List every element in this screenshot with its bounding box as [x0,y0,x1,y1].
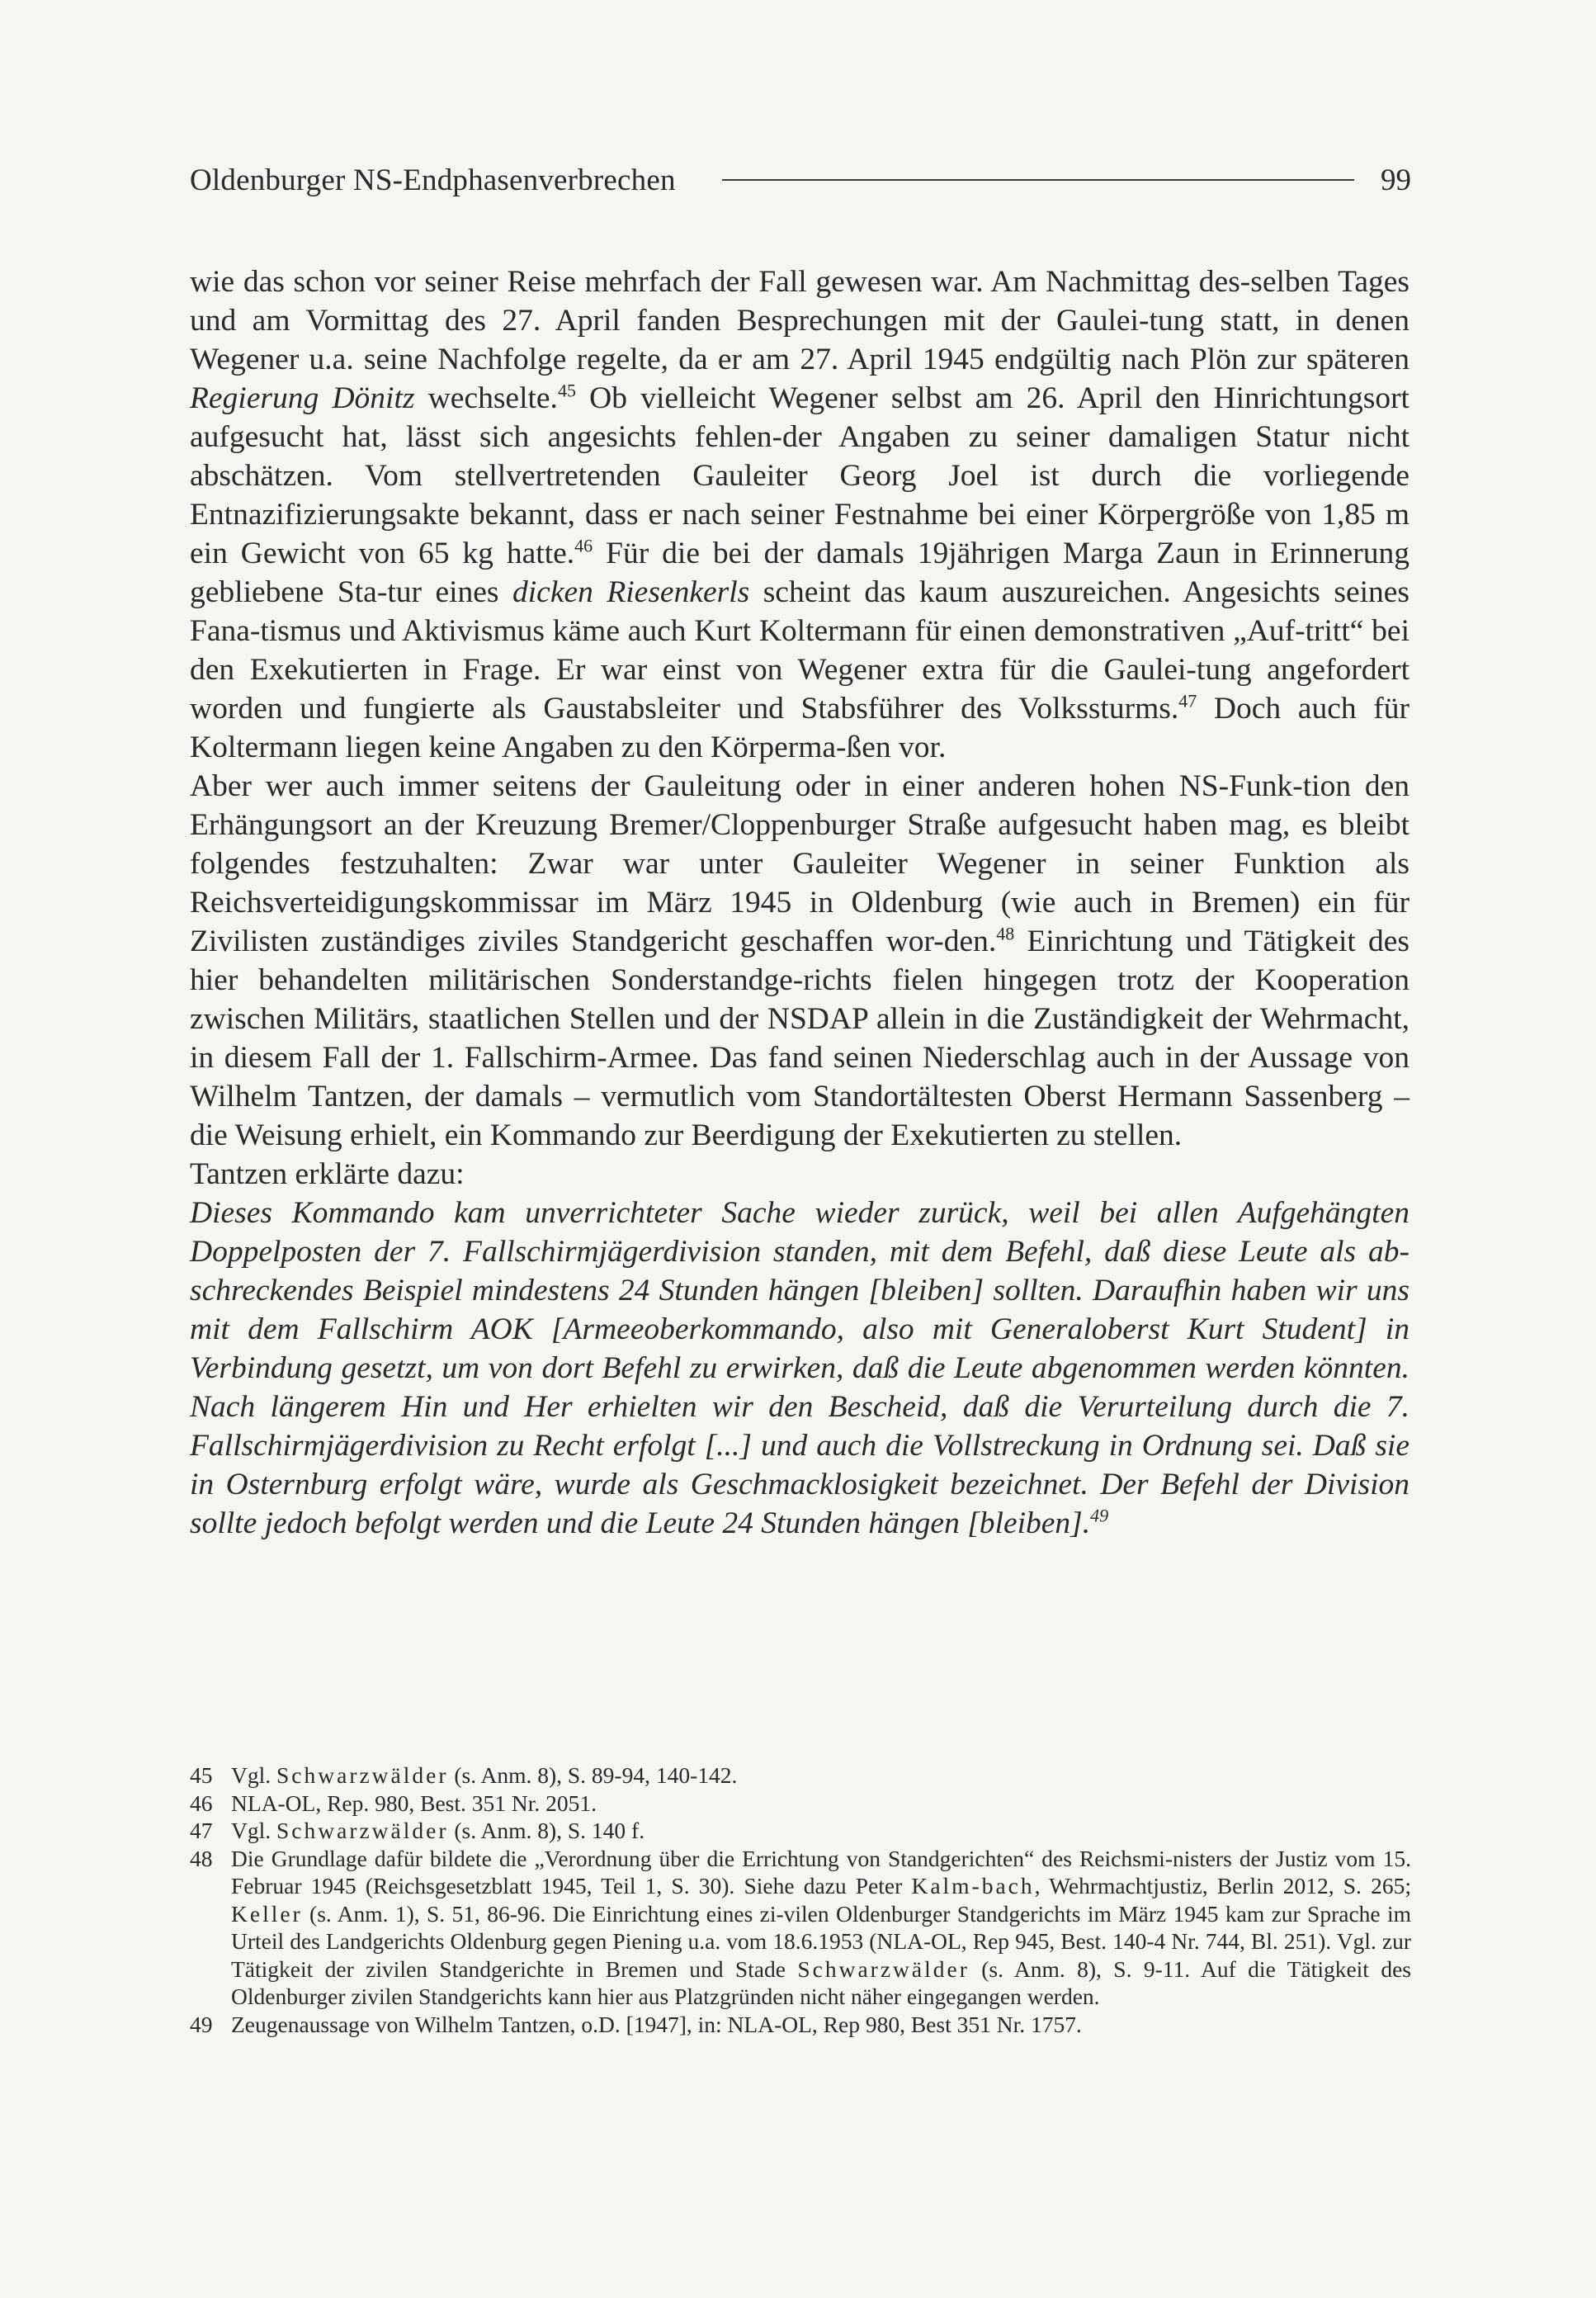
text-run: Einrichtung und Tätigkeit des hier behandelten militärischen Sonderstandge-richts fielen hingegen trotz der Kooperation zwischen Militärs, staatlichen Stellen und der NSDAP allein in die Zuständigkeit der Wehrmacht, in diesem Fall der 1. Fallschirm-Armee. Das fand seinen Niederschlag auch in der Aussage von Wilhelm Tantzen, der damals – vermutlich vom Standortältesten Oberst Hermann Sassenberg – die Weisung erhielt, ein Kommando zur Beerdigung der Exekutierten zu stellen. [190,924,1409,1152]
footnote-text: NLA-OL, Rep. 980, Best. 351 Nr. 2051. [231,1790,597,1816]
footnote-number: 47 [190,1818,213,1843]
text-run: (s. Anm. 8), S. 89-94, 140-142. [448,1762,738,1788]
paragraph-2 [190,767,1409,1155]
header-rule [722,179,1354,181]
footnote-number: 49 [190,2011,213,2037]
footnote-number: 46 [190,1790,213,1816]
footnote-text [231,1761,1411,1790]
footnote-46 [190,1790,1411,1818]
footnote-ref-48: 48 [996,923,1015,944]
footnote-47 [190,1817,1411,1845]
text-run: Die Grundlage dafür bildete die „Verordnung über die Errichtung von Standgerichten“ des Reichsmi-nisters der Justiz vom 15. Februar 1945 (Reichsgesetzblatt 1945, Teil 1, S. 30). Siehe dazu Peter [231,1845,1411,1898]
text-run: Ob vielleicht Wegener selbst am 26. April den Hinrichtungsort aufgesucht hat, lässt sich angesichts fehlen-der Angaben zu seiner damaligen Statur nicht abschätzen. Vom stellvertretenden Gauleiter Georg Joel ist durch die vorliegende Entnazifizierungsakte bekannt, dass er nach seiner Festnahme bei einer Körpergröße von 1,85 m ein Gewicht von 65 kg hatte. [190,381,1409,570]
paragraph-3: Tantzen erklärte dazu: [190,1157,465,1191]
footnotes [190,1761,1411,2038]
footnote-48 [190,1845,1411,2011]
text-run: (s. Anm. 1), S. 51, 86-96. Die Einrichtung eines zi-vilen Oldenburger Standgerichts im März 1945 kam zur Sprache im Urteil des Landgerichts Oldenburg gegen Piening u.a. vom 18.6.1953 (NLA-OL, Rep 945, Best. 140-4 Nr. 744, Bl. 251). Vgl. zur Tätigkeit der zivilen Standgerichte in Bremen und Stade [231,1900,1411,1982]
paragraph-1 [190,262,1409,767]
text-run: (s. Anm. 8), S. 140 f. [448,1818,645,1843]
footnote-text [231,1817,1411,1845]
running-header [190,155,1411,205]
text-run: Aber wer auch immer seitens der Gauleitung oder in einer anderen hohen NS-Funk-tion den Erhängungsort an der Kreuzung Bremer/Cloppenburger Straße aufgesucht haben mag, es bleibt folgendes festzuhalten: Zwar war unter Gauleiter Wegener in seiner Funktion als Reichsverteidigungskommissar im März 1945 in Oldenburg (wie auch in Bremen) ein für Zivilisten zuständiges ziviles Standgericht geschaffen wor-den. [190,769,1409,958]
main-text [190,262,1409,1543]
footnote-ref-49: 49 [1090,1505,1109,1526]
footnote-text: Zeugenaussage von Wilhelm Tantzen, o.D. [1947], in: NLA-OL, Rep 980, Best 351 Nr. 1757. [231,2011,1082,2037]
footnote-45 [190,1761,1411,1790]
author-name: Schwarzwälder [276,1818,449,1843]
author-name: Keller [231,1900,303,1927]
text-run: scheint das kaum auszureichen. Angesichts seines Fana-tismus und Aktivismus käme auch Kurt Koltermann für einen demonstrativen „Auf-tritt“ bei den Exekutierten in Frage. Er war einst von Wegener extra für die Gaulei-tung angefordert worden und fungierte als Gaustabsleiter und Stabsführer des Volkssturms. [190,575,1410,726]
emphasis: Regierung Dönitz [190,381,415,415]
footnote-ref-45: 45 [557,380,576,401]
footnote-ref-47: 47 [1178,690,1197,712]
running-title: Oldenburger NS-Endphasenverbrechen [190,163,676,197]
text-run: , Wehrmachtjustiz, Berlin 2012, S. 265; [1034,1873,1411,1898]
author-name: Schwarzwälder [276,1762,449,1788]
author-name: Kalm-bach [911,1873,1035,1898]
text-run: (s. Anm. 8), S. 9-11. Auf die Tätigkeit des Oldenburger zivilen Standgerichts kann hier aus Platzgründen nicht näher eingegangen werden. [231,1955,1411,2009]
page-number: 99 [1381,163,1411,197]
text-run: Vgl. [231,1818,276,1843]
text-run: Für die bei der damals 19jährigen Marga Zaun in Erinnerung gebliebene Sta-tur eines [190,537,1409,609]
footnote-ref-46: 46 [574,535,593,556]
text-run: Vgl. [231,1762,276,1788]
footnote-49 [190,2011,1411,2039]
footnote-text [231,1845,1411,2011]
quote-text: Dieses Kommando kam unverrichteter Sache wieder zurück, weil bei allen Aufgehängten Doppelposten der 7. Fallschirmjägerdivision standen, mit dem Befehl, daß diese Leute als ab-schreckendes Beispiel mindestens 24 Stunden hängen [bleiben] sollten. Daraufhin haben wir uns mit dem Fallschirm AOK [Armeeoberkommando, also mit Generaloberst Kurt Student] in Verbindung gesetzt, um von dort Befehl zu erwirken, daß die Leute abgenommen werden könnten. Nach längerem Hin und Her erhielten wir den Bescheid, daß die Verurteilung durch die 7. Fallschirmjägerdivision zu Recht erfolgt [...] und auch die Vollstreckung in Ordnung sei. Daß sie in Osternburg erfolgt wäre, wurde als Geschmacklosigkeit bezeichnet. Der Befehl der Division sollte jedoch befolgt werden und die Leute 24 Stunden hängen [bleiben]. [190,1196,1409,1540]
text-run: Doch auch für Koltermann liegen keine Angaben zu den Körperma-ßen vor. [190,692,1409,764]
block-quote [190,1194,1409,1543]
text-run: wie das schon vor seiner Reise mehrfach der Fall gewesen war. Am Nachmittag des-selben Tages und am Vormittag des 27. April fanden Besprechungen mit der Gaulei-tung statt, in denen Wegener u.a. seine Nachfolge regelte, da er am 27. April 1945 endgültig nach Plön zur späteren [190,265,1409,376]
footnote-number: 45 [190,1762,213,1788]
emphasis: dicken Riesenkerls [512,575,750,609]
text-run: wechselte. [414,381,558,415]
author-name: Schwarzwälder [797,1955,970,1982]
footnote-number: 48 [190,1845,213,1871]
